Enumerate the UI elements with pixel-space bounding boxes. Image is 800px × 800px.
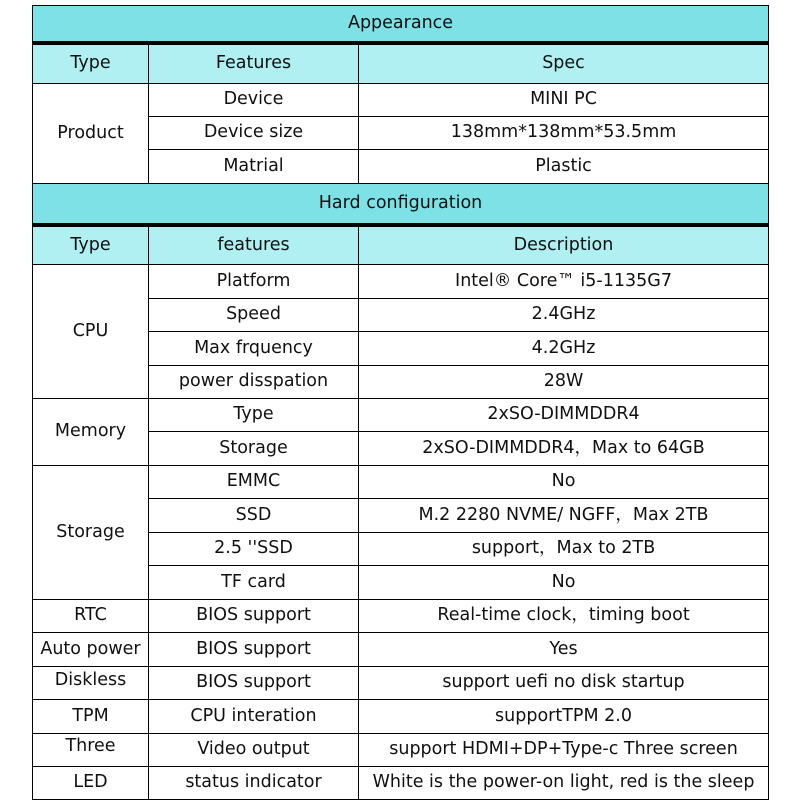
table-row [33,734,769,767]
value-cell: No [359,566,769,600]
table-row [33,767,769,800]
type-cell: Memory [33,399,149,466]
value-cell: Real-time clock，timing boot [359,600,769,633]
feature-cell: Platform [149,265,359,299]
value-cell: support uefi no disk startup [359,667,769,700]
value-cell: White is the power-on light, red is the sleep [359,767,769,800]
header-features: features [149,225,359,265]
value-cell: 28W [359,366,769,399]
feature-cell: BIOS support [149,667,359,700]
feature-cell: BIOS support [149,633,359,667]
feature-cell: Video output [149,734,359,767]
hard-config-header-row [33,225,769,265]
appearance-section-title: Appearance [33,6,769,43]
feature-cell: EMMC [149,466,359,499]
header-description: Description [359,225,769,265]
table-row [33,600,769,633]
spec-table [32,5,769,800]
value-cell: Intel® Core™ i5-1135G7 [359,265,769,299]
feature-cell: power disspation [149,366,359,399]
table-row [33,265,769,299]
feature-cell: Storage [149,432,359,466]
hard-config-section-title-row [33,184,769,225]
table-row [33,633,769,667]
value-cell: support HDMI+DP+Type-c Three screen [359,734,769,767]
header-type: Type [33,43,149,84]
feature-cell: Device size [149,117,359,150]
feature-cell: SSD [149,499,359,533]
feature-cell: Matrial [149,150,359,184]
value-cell: 2xSO-DIMMDDR4，Max to 64GB [359,432,769,466]
type-cell: Three [33,734,149,767]
feature-cell: CPU interation [149,700,359,734]
type-cell: Auto power [33,633,149,667]
value-cell: support，Max to 2TB [359,533,769,566]
type-cell: RTC [33,600,149,633]
table-row [33,466,769,499]
hard-config-section-title: Hard configuration [33,184,769,225]
value-cell: MINI PC [359,84,769,117]
appearance-section-title-row [33,6,769,43]
feature-cell: Max frquency [149,332,359,366]
table-row [33,667,769,700]
header-type: Type [33,225,149,265]
feature-cell: 2.5 ''SSD [149,533,359,566]
value-cell: No [359,466,769,499]
feature-cell: Device [149,84,359,117]
type-cell: Diskless [33,667,149,700]
value-cell: Yes [359,633,769,667]
feature-cell: Speed [149,299,359,332]
value-cell: M.2 2280 NVME/ NGFF，Max 2TB [359,499,769,533]
feature-cell: TF card [149,566,359,600]
feature-cell: status indicator [149,767,359,800]
value-cell: supportTPM 2.0 [359,700,769,734]
value-cell: 4.2GHz [359,332,769,366]
value-cell: 138mm*138mm*53.5mm [359,117,769,150]
type-cell: TPM [33,700,149,734]
header-features: Features [149,43,359,84]
header-description: Spec [359,43,769,84]
value-cell: 2xSO-DIMMDDR4 [359,399,769,432]
type-cell: CPU [33,265,149,399]
table-row [33,84,769,117]
table-row [33,399,769,432]
type-cell: Storage [33,466,149,600]
type-cell: Product [33,84,149,184]
value-cell: Plastic [359,150,769,184]
table-row [33,700,769,734]
feature-cell: Type [149,399,359,432]
type-cell: LED [33,767,149,800]
feature-cell: BIOS support [149,600,359,633]
appearance-header-row [33,43,769,84]
value-cell: 2.4GHz [359,299,769,332]
